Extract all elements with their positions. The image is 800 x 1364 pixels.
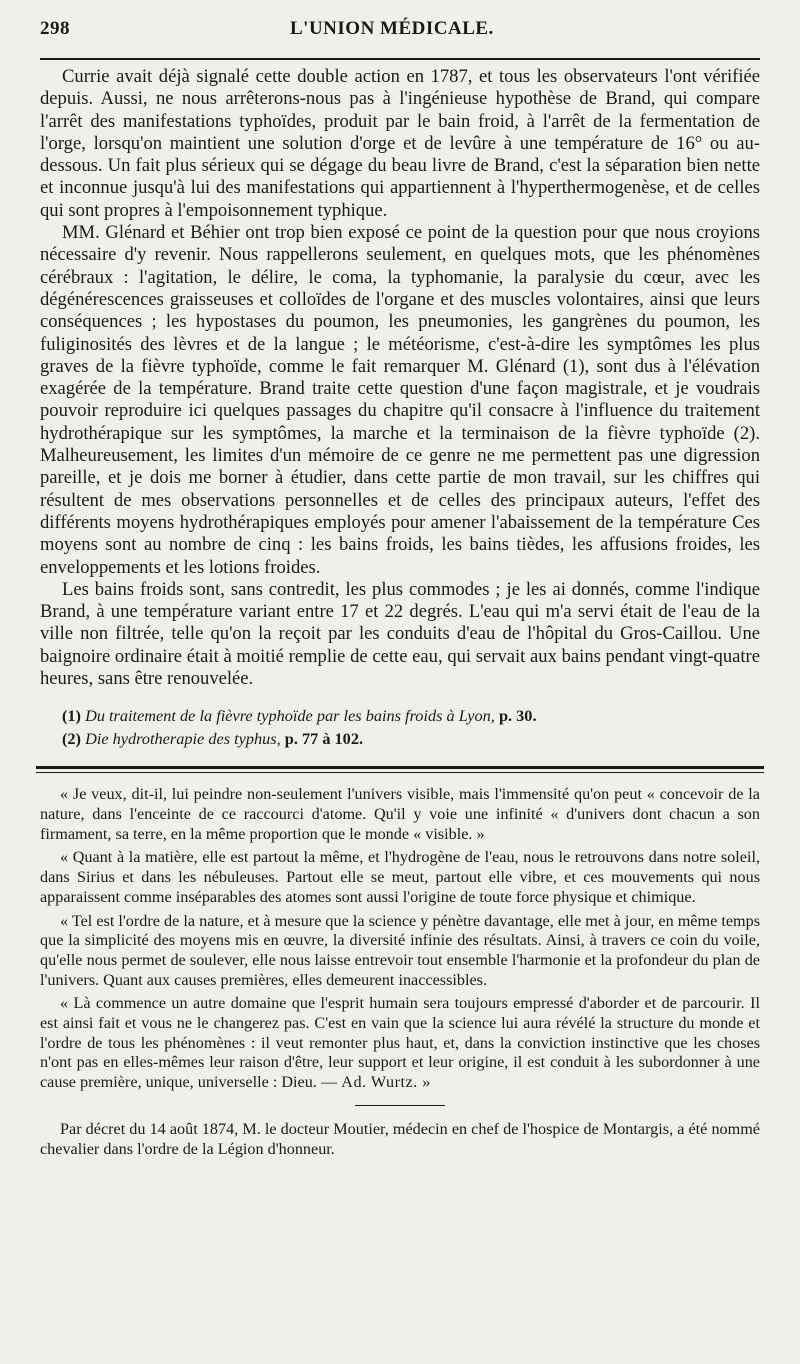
- quote-paragraph: « Je veux, dit-il, lui peindre non-seulement l'univers visible, mais l'immensité qu'on peut « concevoir de la nature, dans l'enceinte de ce raccourci d'atome. Qu'il y voie une infinité « d'univers dont chacun a son firmament, sa terre, en la même proportion que le monde « visible. »: [40, 785, 760, 843]
- footnote-ref: p. 77 à 102.: [284, 729, 364, 749]
- footnote-mark: (1): [62, 706, 81, 726]
- separator-rule: [355, 1105, 445, 1106]
- running-header: [40, 18, 760, 50]
- footnote-title: Du traitement de la fièvre typhoïde par les bains froids à Lyon,: [85, 706, 495, 726]
- quote-paragraph: « Quant à la matière, elle est partout la même, et l'hydrogène de l'eau, nous le retrouvons dans notre soleil, dans Sirius et dans les nébuleuses. Partout elle se meut, partout elle vibre, et ces mouvements qui nous apparaissent comme inséparables des atomes sont aussi l'origine de toute force physique et chimique.: [40, 848, 760, 906]
- quote-attribution: — Ad. Wurtz. »: [320, 1073, 431, 1092]
- header-rule: [40, 58, 760, 60]
- footnote: [62, 727, 760, 750]
- footnote: [62, 704, 760, 727]
- notice-text: Par décret du 14 août 1874, M. le docteur Moutier, médecin en chef de l'hospice de Montargis, a été nommé chevalier dans l'ordre de la Légion d'honneur.: [40, 1119, 760, 1158]
- quote-paragraph: « Tel est l'ordre de la nature, et à mesure que la science y pénètre davantage, elle met à jour, en même temps que la simplicité des moyens mis en œuvre, la diversité infinie des résultats. Ainsi, à travers ce coin du voile, qu'elle nous permet de soulever, elle nous laisse entrevoir tout ensemble l'harmonie et la profondeur du plan de l'univers. Quant aux causes premières, elles demeurent inaccessibles.: [40, 911, 760, 989]
- paragraph: MM. Glénard et Béhier ont trop bien exposé ce point de la question pour que nous croyions nécessaire d'y revenir. Nous rappellerons seulement, en quelques mots, que les phénomènes cérébraux : l'agitation, le délire, le coma, la typhomanie, la paralysie du cœur, avec les dégénérescences graisseuses et colloïdes de l'organe et des muscles volontaires, ainsi que leurs conséquences ; les hypostases du poumon, les pneumonies, les gangrènes du poumon, les fuliginosités des lèvres et de la langue ; le météorisme, c'est-à-dire les symptômes les plus graves de la fièvre typhoïde, comme le fait remarquer M. Glénard (1), sont dus à l'élévation exagérée de la température. Brand traite cette question d'une façon magistrale, et je voudrais pouvoir reproduire ici quelques passages du chapitre qu'il consacre à l'influence du traitement hydrothérapique sur les symptômes, la marche et la terminaison de la fièvre typhoïde (2). Malheureusement, les limites d'un mémoire de ce genre ne me permettent pas une digression pareille, et je dois me borner à étudier, dans cette partie de mon travail, sur les chiffres qui résultent de mes observations personnelles et de celles des principaux auteurs, l'effet des différents moyens hydrothérapiques employés pour amener l'abaissement de la température Ces moyens sont au nombre de cinq : les bains froids, les bains tièdes, les affusions froides, les enveloppements et les lotions froides.: [40, 222, 760, 578]
- paragraph: Currie avait déjà signalé cette double action en 1787, et tous les observateurs l'ont vérifiée depuis. Aussi, ne nous arrêterons-nous pas à l'ingénieuse hypothèse de Brand, qui compare l'arrêt des manifestations typhoïdes, produit par le bain froid, à l'arrêt de la fermentation de l'orge, lorsqu'on maintient une solution d'orge et de levûre à une température de 16° ou au-dessous. Un fait plus sérieux qui se dégage du beau livre de Brand, c'est la séparation bien nette et inconnue jusqu'à lui des manifestations qui appartiennent à l'hyperthermogenèse, et de celles qui sont propres à l'empoisonnement typhique.: [40, 66, 760, 221]
- quote-last-text: « Là commence un autre domaine que l'esprit humain sera toujours empressé d'aborder et de parcourir. Il est ainsi fait et vous ne le changerez pas. C'est en vain que la science lui aura révélé la structure du monde et l'ordre de tous les phénomènes : il veut remonter plus haut, et, dans la conviction instinctive que les choses n'ont pas en elles-mêmes leur raison d'être, leur support et leur origine, il est conduit à les subordonner à une cause première, unique, universelle : Dieu.: [40, 994, 760, 1092]
- quote-paragraph: [40, 994, 760, 1093]
- section-rule-thin: [36, 772, 764, 773]
- footnote-ref: p. 30.: [498, 706, 537, 726]
- journal-title: L'UNION MÉDICALE.: [290, 18, 494, 39]
- footnote-title: Die hydrotherapie des typhus,: [85, 729, 281, 749]
- footnote-mark: (2): [62, 729, 81, 749]
- news-notice: [40, 1120, 760, 1159]
- article-body: [40, 66, 760, 690]
- section-rule: [36, 766, 764, 769]
- quotation: [40, 785, 760, 1093]
- paragraph: Les bains froids sont, sans contredit, les plus commodes ; je les ai donnés, comme l'indique Brand, à une température variant entre 17 et 22 degrés. L'eau qui m'a servi était de l'eau de la ville non filtrée, telle qu'on la reçoit par les conduits d'eau de l'hôpital du Gros-Caillou. Une baignoire ordinaire était à moitié remplie de cette eau, qui servait aux bains pendant vingt-quatre heures, sans être renouvelée.: [40, 578, 760, 690]
- footnotes: [40, 704, 760, 750]
- page-number: 298: [40, 18, 70, 39]
